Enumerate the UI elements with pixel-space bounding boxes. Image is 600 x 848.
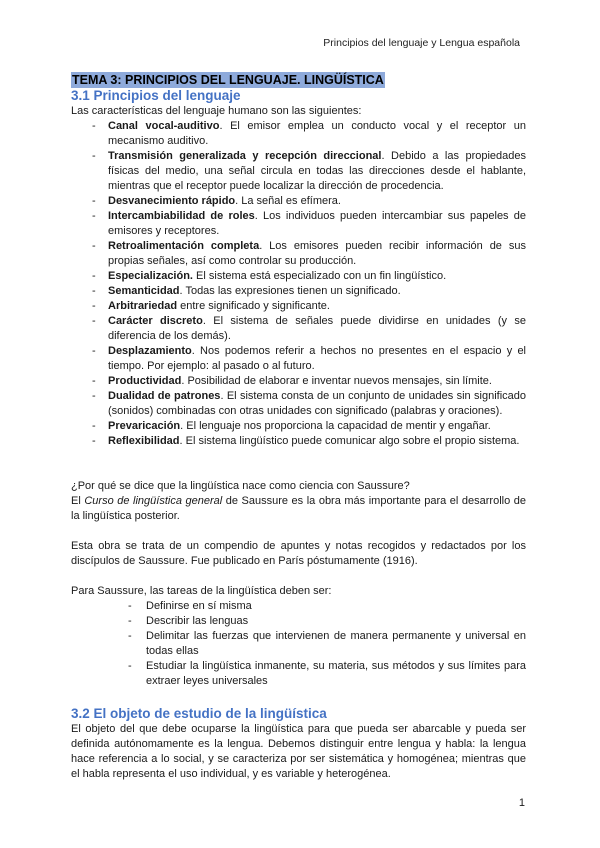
saussure-paragraph-2: Esta obra se trata de un compendio de apuntes y notas recogidos y redactados por los discípulos de Saussure. Fue publicado en París póstumamente (1916). (71, 540, 526, 567)
saussure-question: ¿Por qué se dice que la lingüística nace como ciencia con Saussure? (71, 480, 410, 492)
text-run: El (71, 495, 85, 507)
list-item-text: . El lenguaje nos proporciona la capacidad de mentir y engañar. (180, 420, 491, 432)
saussure-paragraph-3: Para Saussure, las tareas de la lingüística deben ser: (71, 585, 332, 597)
list-item-term: Retroalimentación completa (108, 240, 260, 252)
section-heading-3-2: 3.2 El objeto de estudio de la lingüística (71, 706, 327, 721)
list-item (71, 149, 526, 194)
list-item (71, 419, 526, 434)
list-item-term: Transmisión generalizada y recepción direccional (108, 150, 382, 162)
list-item (71, 344, 526, 374)
list-item-text: . Nos podemos referir a hechos no presentes en el espacio y el tiempo. Por ejemplo: al pasado o al futuro. (108, 345, 526, 372)
list-item: - Estudiar la lingüística inmanente, su materia, sus métodos y sus límites para extraer leyes universales (71, 659, 526, 689)
list-item (71, 299, 526, 314)
list-item-term: Desvanecimiento rápido (108, 195, 236, 207)
list-item (71, 434, 526, 449)
saussure-tasks-list (71, 599, 526, 689)
list-item-text: El sistema está especializado con un fin lingüístico. (192, 270, 447, 282)
list-item-text: . Los individuos pueden intercambiar sus papeles de emisores y receptores. (108, 210, 526, 237)
page-title: TEMA 3: PRINCIPIOS DEL LENGUAJE. LINGÜÍSTICA (72, 73, 384, 87)
page-content (71, 71, 526, 782)
running-header: Principios del lenguaje y Lengua española (323, 37, 520, 49)
list-item: - Delimitar las fuerzas que intervienen de manera permanente y universal en todas ellas (71, 629, 526, 659)
section1-intro: Las características del lenguaje humano son las siguientes: (71, 105, 362, 117)
list-item: - Definirse en sí misma (71, 599, 526, 614)
list-item (71, 239, 526, 269)
list-item-text: . Posibilidad de elaborar e inventar nuevos mensajes, sin límite. (181, 375, 492, 387)
list-item-text: . El emisor emplea un conducto vocal y el receptor un mecanismo auditivo. (108, 120, 526, 147)
list-item-term: Reflexibilidad (108, 435, 180, 447)
book-title: Curso de lingüística general (84, 495, 223, 507)
list-item-text: . El sistema de señales puede dividirse en unidades (y se diferencia de los demás). (108, 315, 526, 342)
list-item (71, 209, 526, 239)
list-item-term: Dualidad de patrones (108, 390, 221, 402)
list-item (71, 194, 526, 209)
list-item-term: Prevaricación (108, 420, 181, 432)
list-item-term: Canal vocal-auditivo (108, 120, 220, 132)
list-item-text: . Todas las expresiones tienen un significado. (179, 285, 401, 297)
list-item (71, 284, 526, 299)
text-run: de Saussure es la obra más importante para el desarrollo de la lingüística posterior. (71, 495, 527, 522)
list-item-term: Carácter discreto (108, 315, 203, 327)
list-item-text: . El sistema consta de un conjunto de unidades sin significado (sonidos) combinadas con otras unidades con significado (palabras y oraciones). (108, 390, 526, 417)
list-item (71, 269, 526, 284)
list-item-term: Especialización. (108, 270, 193, 282)
list-item (71, 389, 526, 419)
list-item (71, 374, 526, 389)
list-item-term: Semanticidad (108, 285, 180, 297)
page-number: 1 (518, 797, 525, 809)
characteristics-list (71, 119, 526, 449)
list-item-text: . El sistema lingüístico puede comunicar algo sobre el propio sistema. (179, 435, 520, 447)
list-item-text: . Los emisores pueden recibir información de sus propias señales, así como controlar su producción. (108, 240, 526, 267)
saussure-paragraph-1 (71, 494, 526, 524)
list-item (71, 119, 526, 149)
list-item-text: . Debido a las propiedades físicas del medio, una señal circula en todas las direcciones desde el hablante, mientras que el receptor puede localizar la dirección de procedencia. (108, 150, 526, 192)
list-item-term: Intercambiabilidad de roles (108, 210, 255, 222)
list-item-text: entre significado y significante. (177, 300, 330, 312)
list-item (71, 314, 526, 344)
list-item-term: Arbitrariedad (108, 300, 178, 312)
list-item: - Describir las lenguas (71, 614, 526, 629)
list-item-text: . La señal es efímera. (235, 195, 341, 207)
list-item-term: Desplazamiento (108, 345, 192, 357)
list-item-term: Productividad (108, 375, 182, 387)
section-heading-3-1: 3.1 Principios del lenguaje (71, 88, 241, 103)
section2-paragraph: El objeto del que debe ocuparse la lingüística para que pueda ser abarcable y pueda ser definida autónomamente es la lengua. Debemos distinguir entre lengua y habla: la lengua hace referencia a lo social, y se caracteriza por ser sistemática y homogénea; mientras que el habla representa el uso individual, y es variable y heterogénea. (71, 723, 526, 780)
